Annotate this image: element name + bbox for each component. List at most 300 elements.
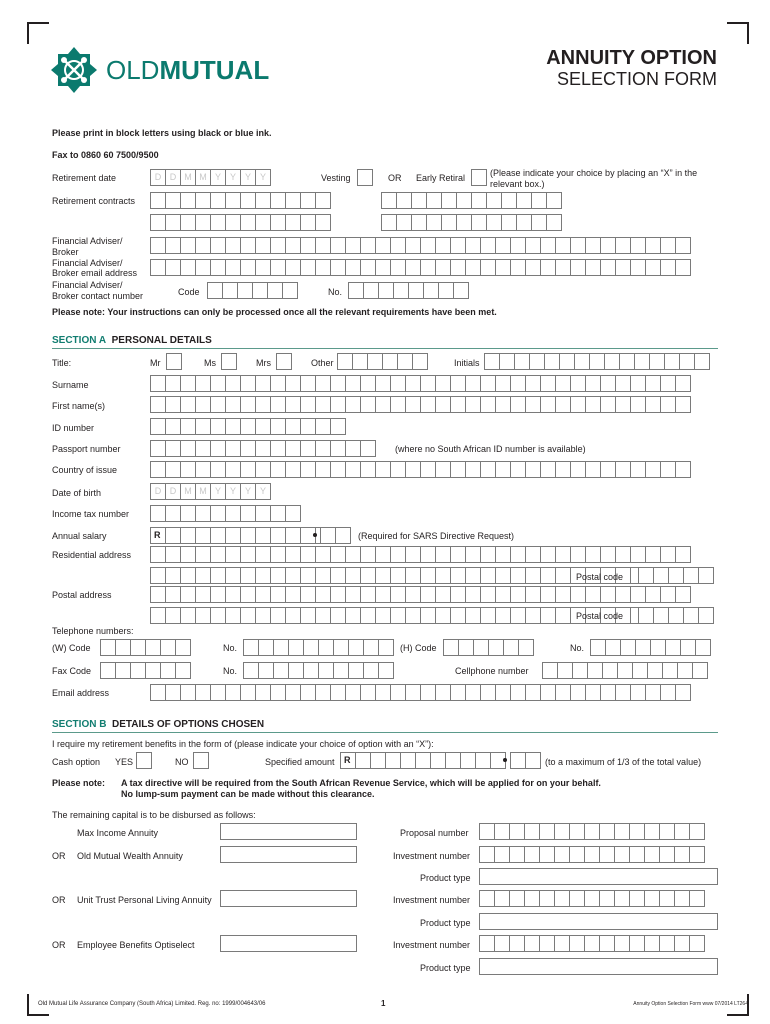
- char-box[interactable]: [465, 684, 481, 701]
- char-box[interactable]: [405, 375, 421, 392]
- char-box[interactable]: [495, 461, 511, 478]
- char-box[interactable]: [450, 586, 466, 603]
- char-box[interactable]: [660, 684, 676, 701]
- char-box[interactable]: [600, 396, 616, 413]
- char-box[interactable]: [644, 846, 660, 863]
- char-box[interactable]: [360, 567, 376, 584]
- char-box[interactable]: [195, 684, 211, 701]
- char-box[interactable]: [210, 375, 226, 392]
- char-box[interactable]: [645, 461, 661, 478]
- char-box[interactable]: [240, 546, 256, 563]
- char-box[interactable]: [270, 684, 286, 701]
- char-box[interactable]: [300, 259, 316, 276]
- char-box[interactable]: [570, 586, 586, 603]
- char-box[interactable]: [471, 192, 487, 209]
- char-box[interactable]: [315, 214, 331, 231]
- char-box[interactable]: [435, 396, 451, 413]
- char-box[interactable]: [426, 192, 442, 209]
- char-box[interactable]: [150, 259, 166, 276]
- cash-no-checkbox[interactable]: [193, 752, 209, 769]
- char-box[interactable]: [255, 214, 271, 231]
- char-box[interactable]: [531, 192, 547, 209]
- char-box[interactable]: [675, 586, 691, 603]
- char-box[interactable]: [270, 461, 286, 478]
- char-box[interactable]: [510, 259, 526, 276]
- char-box[interactable]: [585, 237, 601, 254]
- char-box[interactable]: [555, 586, 571, 603]
- char-box[interactable]: [630, 237, 646, 254]
- char-box[interactable]: [525, 546, 541, 563]
- char-box[interactable]: [225, 684, 241, 701]
- char-box[interactable]: [165, 214, 181, 231]
- char-box[interactable]: [599, 890, 615, 907]
- char-box[interactable]: [165, 396, 181, 413]
- char-box[interactable]: [486, 214, 502, 231]
- char-box[interactable]: [420, 396, 436, 413]
- char-box[interactable]: [420, 607, 436, 624]
- char-box[interactable]: [465, 396, 481, 413]
- char-box[interactable]: [509, 890, 525, 907]
- char-box[interactable]: [501, 214, 517, 231]
- char-box[interactable]: [524, 823, 540, 840]
- char-box[interactable]: [645, 684, 661, 701]
- char-box[interactable]: [195, 375, 211, 392]
- char-box[interactable]: [435, 684, 451, 701]
- work-code-boxes[interactable]: [100, 639, 191, 656]
- char-box[interactable]: [330, 567, 346, 584]
- char-box[interactable]: [540, 237, 556, 254]
- char-box[interactable]: [150, 461, 166, 478]
- char-box[interactable]: [674, 823, 690, 840]
- char-box[interactable]: [554, 846, 570, 863]
- char-box[interactable]: [300, 607, 316, 624]
- char-box[interactable]: [420, 546, 436, 563]
- cellphone-number-boxes[interactable]: [542, 662, 708, 679]
- char-box[interactable]: [630, 461, 646, 478]
- char-box[interactable]: [420, 375, 436, 392]
- char-box[interactable]: [630, 586, 646, 603]
- char-box[interactable]: [525, 396, 541, 413]
- retirement-date-boxes[interactable]: D D M M Y Y Y Y: [150, 169, 271, 186]
- char-box[interactable]: [659, 846, 675, 863]
- char-box[interactable]: [330, 607, 346, 624]
- char-box[interactable]: [270, 546, 286, 563]
- char-box[interactable]: [435, 607, 451, 624]
- char-box[interactable]: [644, 935, 660, 952]
- char-box[interactable]: [270, 192, 286, 209]
- char-box[interactable]: [150, 192, 166, 209]
- char-box[interactable]: [315, 607, 331, 624]
- char-box[interactable]: [285, 684, 301, 701]
- char-box[interactable]: [660, 546, 676, 563]
- char-box[interactable]: [195, 192, 211, 209]
- char-box[interactable]: [405, 461, 421, 478]
- char-box[interactable]: [210, 461, 226, 478]
- char-box[interactable]: [525, 461, 541, 478]
- char-box[interactable]: [599, 823, 615, 840]
- char-box[interactable]: [465, 546, 481, 563]
- char-box[interactable]: [450, 237, 466, 254]
- char-box[interactable]: [600, 546, 616, 563]
- char-box[interactable]: [660, 396, 676, 413]
- char-box[interactable]: [285, 607, 301, 624]
- char-box[interactable]: [420, 586, 436, 603]
- home-no-boxes[interactable]: [590, 639, 711, 656]
- char-box[interactable]: [465, 586, 481, 603]
- char-box[interactable]: [674, 846, 690, 863]
- char-box[interactable]: [570, 375, 586, 392]
- char-box[interactable]: [225, 546, 241, 563]
- char-box[interactable]: [315, 684, 331, 701]
- char-box[interactable]: [390, 237, 406, 254]
- char-box[interactable]: [584, 823, 600, 840]
- char-box[interactable]: [486, 192, 502, 209]
- char-box[interactable]: [195, 607, 211, 624]
- char-box[interactable]: [405, 259, 421, 276]
- retirement-contract-2[interactable]: [381, 192, 562, 209]
- char-box[interactable]: [630, 546, 646, 563]
- char-box[interactable]: [615, 375, 631, 392]
- char-box[interactable]: [165, 461, 181, 478]
- char-box[interactable]: [405, 546, 421, 563]
- vesting-checkbox[interactable]: [357, 169, 373, 186]
- char-box[interactable]: [660, 586, 676, 603]
- char-box[interactable]: [540, 461, 556, 478]
- char-box[interactable]: [210, 396, 226, 413]
- other-title-boxes[interactable]: [337, 353, 428, 370]
- char-box[interactable]: [180, 567, 196, 584]
- char-box[interactable]: [645, 237, 661, 254]
- char-box[interactable]: [675, 237, 691, 254]
- char-box[interactable]: [509, 935, 525, 952]
- initials-boxes[interactable]: [484, 353, 710, 370]
- char-box[interactable]: [315, 567, 331, 584]
- char-box[interactable]: [180, 237, 196, 254]
- char-box[interactable]: [225, 192, 241, 209]
- char-box[interactable]: [479, 890, 495, 907]
- annual-salary-boxes[interactable]: R: [150, 527, 331, 544]
- char-box[interactable]: [405, 567, 421, 584]
- char-box[interactable]: [540, 546, 556, 563]
- char-box[interactable]: [240, 192, 256, 209]
- char-box[interactable]: [396, 214, 412, 231]
- char-box[interactable]: [675, 461, 691, 478]
- char-box[interactable]: [584, 846, 600, 863]
- char-box[interactable]: [270, 567, 286, 584]
- char-box[interactable]: [524, 846, 540, 863]
- char-box[interactable]: [524, 890, 540, 907]
- char-box[interactable]: [629, 890, 645, 907]
- char-box[interactable]: [360, 375, 376, 392]
- char-box[interactable]: [360, 259, 376, 276]
- char-box[interactable]: [390, 375, 406, 392]
- char-box[interactable]: [600, 684, 616, 701]
- char-box[interactable]: [165, 546, 181, 563]
- char-box[interactable]: [480, 567, 496, 584]
- char-box[interactable]: [516, 214, 532, 231]
- char-box[interactable]: [480, 684, 496, 701]
- char-box[interactable]: [270, 607, 286, 624]
- char-box[interactable]: [225, 461, 241, 478]
- char-box[interactable]: [659, 890, 675, 907]
- optiselect-field[interactable]: [220, 935, 357, 952]
- char-box[interactable]: [240, 214, 256, 231]
- char-box[interactable]: [285, 192, 301, 209]
- wealth-investment-number-boxes[interactable]: [479, 846, 705, 863]
- char-box[interactable]: [210, 546, 226, 563]
- char-box[interactable]: [285, 567, 301, 584]
- char-box[interactable]: [165, 237, 181, 254]
- char-box[interactable]: [390, 259, 406, 276]
- char-box[interactable]: [180, 607, 196, 624]
- char-box[interactable]: [540, 375, 556, 392]
- char-box[interactable]: [570, 259, 586, 276]
- char-box[interactable]: [150, 214, 166, 231]
- postal-address-line1[interactable]: [150, 586, 691, 603]
- char-box[interactable]: [315, 375, 331, 392]
- char-box[interactable]: [644, 890, 660, 907]
- char-box[interactable]: [471, 214, 487, 231]
- char-box[interactable]: [255, 192, 271, 209]
- char-box[interactable]: [554, 935, 570, 952]
- char-box[interactable]: [435, 586, 451, 603]
- char-box[interactable]: [165, 259, 181, 276]
- char-box[interactable]: [480, 237, 496, 254]
- char-box[interactable]: [315, 237, 331, 254]
- char-box[interactable]: [525, 237, 541, 254]
- fa-email-boxes[interactable]: [150, 259, 691, 276]
- char-box[interactable]: [630, 259, 646, 276]
- char-box[interactable]: [629, 823, 645, 840]
- char-box[interactable]: [615, 461, 631, 478]
- char-box[interactable]: [180, 546, 196, 563]
- postal-code-boxes[interactable]: [638, 607, 714, 624]
- char-box[interactable]: [240, 461, 256, 478]
- max-income-annuity-field[interactable]: [220, 823, 357, 840]
- char-box[interactable]: [570, 396, 586, 413]
- char-box[interactable]: [225, 607, 241, 624]
- char-box[interactable]: [615, 684, 631, 701]
- char-box[interactable]: [495, 237, 511, 254]
- passport-number-boxes[interactable]: [150, 440, 376, 457]
- char-box[interactable]: [479, 823, 495, 840]
- char-box[interactable]: [360, 607, 376, 624]
- fa-no-boxes[interactable]: [348, 282, 469, 299]
- char-box[interactable]: [450, 259, 466, 276]
- char-box[interactable]: [645, 375, 661, 392]
- char-box[interactable]: [270, 259, 286, 276]
- char-box[interactable]: [480, 546, 496, 563]
- char-box[interactable]: [525, 684, 541, 701]
- char-box[interactable]: [420, 259, 436, 276]
- char-box[interactable]: [345, 607, 361, 624]
- char-box[interactable]: [570, 237, 586, 254]
- char-box[interactable]: [195, 396, 211, 413]
- char-box[interactable]: [255, 607, 271, 624]
- char-box[interactable]: [390, 546, 406, 563]
- char-box[interactable]: [525, 259, 541, 276]
- char-box[interactable]: [195, 259, 211, 276]
- char-box[interactable]: [689, 846, 705, 863]
- char-box[interactable]: [255, 546, 271, 563]
- char-box[interactable]: [495, 586, 511, 603]
- char-box[interactable]: [480, 461, 496, 478]
- char-box[interactable]: [195, 237, 211, 254]
- char-box[interactable]: [480, 396, 496, 413]
- char-box[interactable]: [585, 461, 601, 478]
- char-box[interactable]: [615, 237, 631, 254]
- char-box[interactable]: [629, 935, 645, 952]
- early-retiral-checkbox[interactable]: [471, 169, 487, 186]
- char-box[interactable]: [240, 396, 256, 413]
- char-box[interactable]: [345, 237, 361, 254]
- char-box[interactable]: [494, 935, 510, 952]
- char-box[interactable]: [660, 237, 676, 254]
- char-box[interactable]: [569, 890, 585, 907]
- char-box[interactable]: [585, 546, 601, 563]
- char-box[interactable]: [525, 607, 541, 624]
- char-box[interactable]: [195, 214, 211, 231]
- char-box[interactable]: [150, 546, 166, 563]
- char-box[interactable]: [285, 237, 301, 254]
- char-box[interactable]: [599, 846, 615, 863]
- char-box[interactable]: [450, 684, 466, 701]
- char-box[interactable]: [600, 237, 616, 254]
- char-box[interactable]: [539, 935, 555, 952]
- char-box[interactable]: [585, 375, 601, 392]
- char-box[interactable]: [180, 586, 196, 603]
- fax-code-boxes[interactable]: [100, 662, 191, 679]
- char-box[interactable]: [255, 567, 271, 584]
- char-box[interactable]: [375, 259, 391, 276]
- char-box[interactable]: [539, 823, 555, 840]
- char-box[interactable]: [375, 546, 391, 563]
- char-box[interactable]: [509, 823, 525, 840]
- char-box[interactable]: [420, 237, 436, 254]
- annual-salary-cents-boxes[interactable]: [320, 527, 351, 544]
- char-box[interactable]: [600, 461, 616, 478]
- char-box[interactable]: [360, 396, 376, 413]
- char-box[interactable]: [510, 586, 526, 603]
- char-box[interactable]: [435, 259, 451, 276]
- char-box[interactable]: [555, 461, 571, 478]
- char-box[interactable]: [599, 935, 615, 952]
- char-box[interactable]: [614, 846, 630, 863]
- char-box[interactable]: [569, 823, 585, 840]
- char-box[interactable]: [509, 846, 525, 863]
- char-box[interactable]: [540, 586, 556, 603]
- char-box[interactable]: [614, 823, 630, 840]
- char-box[interactable]: [375, 567, 391, 584]
- char-box[interactable]: [465, 607, 481, 624]
- char-box[interactable]: [494, 823, 510, 840]
- char-box[interactable]: [525, 567, 541, 584]
- char-box[interactable]: [195, 586, 211, 603]
- char-box[interactable]: [225, 567, 241, 584]
- char-box[interactable]: [330, 546, 346, 563]
- residential-address-line1[interactable]: [150, 546, 691, 563]
- char-box[interactable]: [210, 684, 226, 701]
- char-box[interactable]: [465, 461, 481, 478]
- char-box[interactable]: [600, 586, 616, 603]
- char-box[interactable]: [494, 890, 510, 907]
- char-box[interactable]: [689, 823, 705, 840]
- char-box[interactable]: [255, 375, 271, 392]
- char-box[interactable]: [300, 396, 316, 413]
- char-box[interactable]: [300, 684, 316, 701]
- char-box[interactable]: [345, 684, 361, 701]
- char-box[interactable]: [240, 607, 256, 624]
- char-box[interactable]: [465, 375, 481, 392]
- retirement-contract-4[interactable]: [381, 214, 562, 231]
- char-box[interactable]: [540, 259, 556, 276]
- char-box[interactable]: [180, 684, 196, 701]
- char-box[interactable]: [285, 259, 301, 276]
- char-box[interactable]: [180, 375, 196, 392]
- char-box[interactable]: [165, 607, 181, 624]
- char-box[interactable]: [479, 846, 495, 863]
- char-box[interactable]: [225, 237, 241, 254]
- char-box[interactable]: [165, 192, 181, 209]
- char-box[interactable]: [615, 259, 631, 276]
- char-box[interactable]: [345, 259, 361, 276]
- char-box[interactable]: [689, 890, 705, 907]
- char-box[interactable]: [510, 607, 526, 624]
- char-box[interactable]: [330, 237, 346, 254]
- char-box[interactable]: [675, 546, 691, 563]
- char-box[interactable]: [441, 214, 457, 231]
- char-box[interactable]: [300, 586, 316, 603]
- char-box[interactable]: [660, 375, 676, 392]
- char-box[interactable]: [375, 586, 391, 603]
- char-box[interactable]: [411, 192, 427, 209]
- char-box[interactable]: [495, 567, 511, 584]
- id-number-boxes[interactable]: [150, 418, 346, 435]
- char-box[interactable]: [405, 396, 421, 413]
- income-tax-number-boxes[interactable]: [150, 505, 301, 522]
- char-box[interactable]: [465, 259, 481, 276]
- char-box[interactable]: [345, 567, 361, 584]
- char-box[interactable]: [480, 375, 496, 392]
- char-box[interactable]: [645, 396, 661, 413]
- mrs-checkbox[interactable]: [276, 353, 292, 370]
- first-names-boxes[interactable]: [150, 396, 691, 413]
- ms-checkbox[interactable]: [221, 353, 237, 370]
- char-box[interactable]: [255, 684, 271, 701]
- char-box[interactable]: [165, 586, 181, 603]
- char-box[interactable]: [480, 607, 496, 624]
- optiselect-investment-number-boxes[interactable]: [479, 935, 705, 952]
- char-box[interactable]: [660, 461, 676, 478]
- char-box[interactable]: [150, 586, 166, 603]
- char-box[interactable]: [165, 567, 181, 584]
- char-box[interactable]: [411, 214, 427, 231]
- char-box[interactable]: [570, 546, 586, 563]
- char-box[interactable]: [315, 192, 331, 209]
- char-box[interactable]: [675, 375, 691, 392]
- char-box[interactable]: [479, 935, 495, 952]
- char-box[interactable]: [360, 684, 376, 701]
- char-box[interactable]: [270, 375, 286, 392]
- char-box[interactable]: [300, 546, 316, 563]
- char-box[interactable]: [195, 567, 211, 584]
- char-box[interactable]: [330, 259, 346, 276]
- char-box[interactable]: [300, 567, 316, 584]
- char-box[interactable]: [315, 396, 331, 413]
- char-box[interactable]: [420, 461, 436, 478]
- char-box[interactable]: [381, 192, 397, 209]
- char-box[interactable]: [659, 935, 675, 952]
